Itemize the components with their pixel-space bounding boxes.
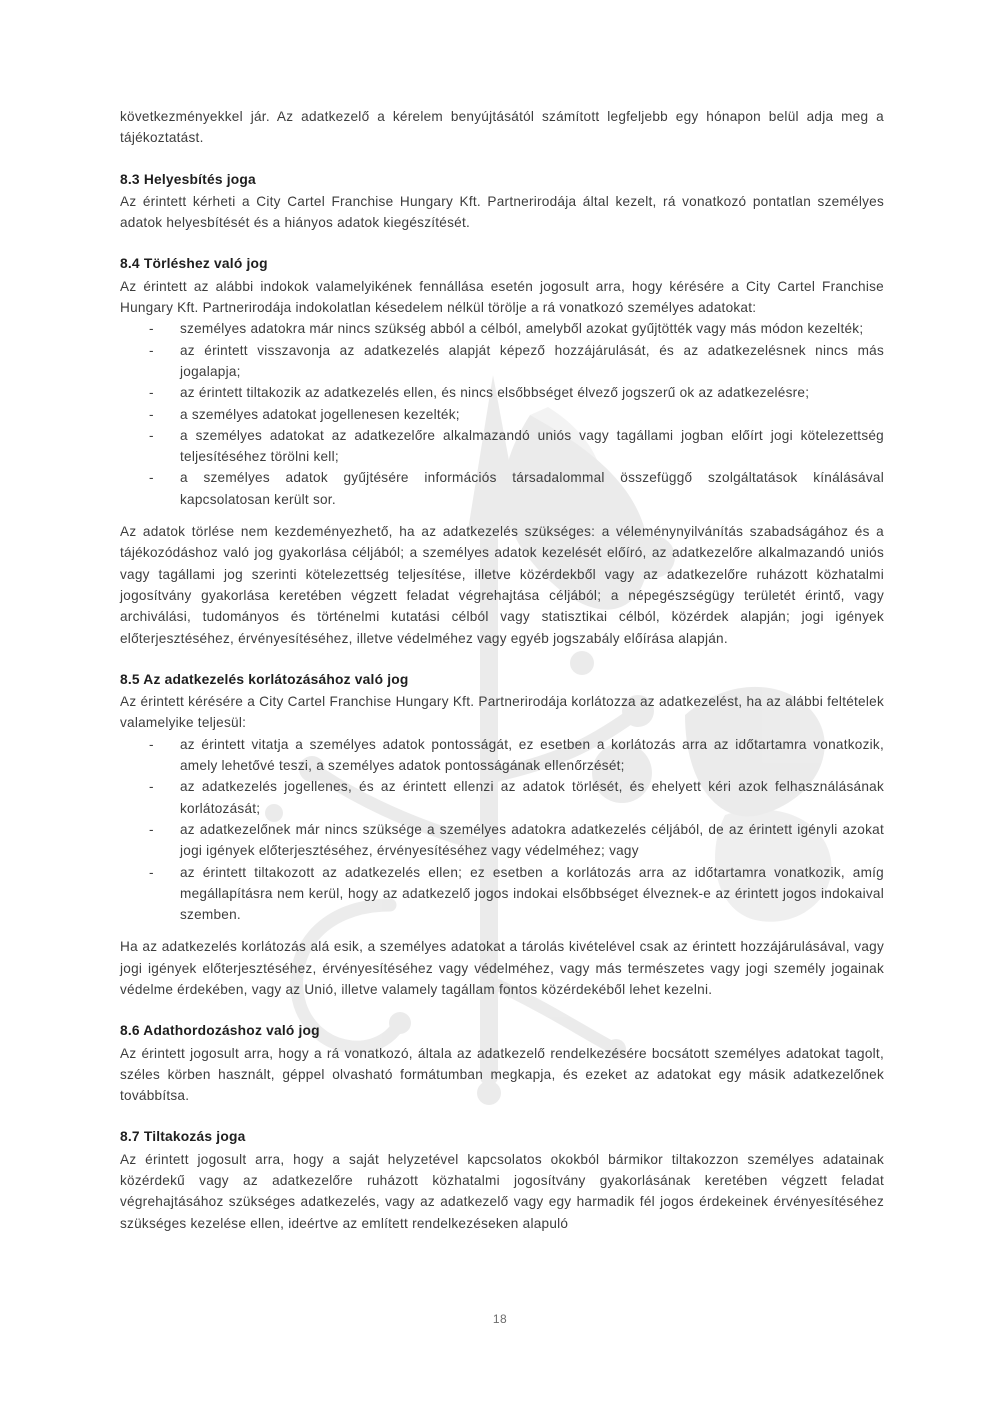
section-8-5-closing-paragraph: Ha az adatkezelés korlátozás alá esik, a személyes adatokat a tárolás kivételével csak az érintett hozzájárulásával, vagy jogi igények előterjesztéséhez, érvényesítéséhez vagy védelméhez, vagy más természetes vagy jogi személy jogainak védelme érdekében, vagy az Unió, illetve valamely tagállam fontos közérdekéből lehet kezelni. [120,939,884,997]
section-8-3-heading: 8.3 Helyesbítés joga [120,171,256,187]
list-item: - személyes adatokra már nincs szükség abból a célból, amelyből azokat gyűjtötték vagy más módon kezelték; [120,318,884,339]
list-item: - a személyes adatokat az adatkezelőre alkalmazandó uniós vagy tagállami jogban előírt jogi kötelezettség teljesítéséhez törölni kell; [120,425,884,468]
list-item: - a személyes adatokat jogellenesen kezelték; [120,404,884,425]
list-item: - az adatkezelés jogellenes, és az érintett ellenzi az adatok törlését, és ehelyett kéri azok felhasználásának korlátozását; [120,776,884,819]
section-8-4-heading: 8.4 Törléshez való jog [120,256,268,272]
intro-paragraph: következményekkel jár. Az adatkezelő a kérelem benyújtásától számított legfeljebb egy hónapon belül adja meg a tájékoztatást. [120,109,884,146]
section-8-6-heading: 8.6 Adathordozáshoz való jog [120,1023,320,1039]
list-item: - a személyes adatok gyűjtésére információs társadalommal összefüggő szolgáltatások kínálásával kapcsolatosan került sor. [120,467,884,510]
section-8-5-paragraph: Az érintett kérésére a City Cartel Franchise Hungary Kft. Partnerirodája korlátozza az adatkezelést, ha az alábbi feltételek valamelyike teljesül: [120,694,884,731]
section-8-3-paragraph: Az érintett kérheti a City Cartel Franchise Hungary Kft. Partnerirodája által kezelt, rá vonatkozó pontatlan személyes adatok helyesbítését és a hiányos adatok kiegészítését. [120,193,884,231]
list-item: - az adatkezelőnek már nincs szüksége a személyes adatokra adatkezelés céljából, de az érintett igényli azokat jogi igények előterjesztéséhez, érvényesítéséhez vagy védelméhez; vagy [120,819,884,862]
list-item: - az érintett tiltakozott az adatkezelés ellen; ez esetben a korlátozás arra az időtartamra vonatkozik, amíg megállapításra nem kerül, hogy az adatkezelő jogos indokai elsőbbséget élveznek-e az érintett jogos indokaival szemben. [120,862,884,926]
list-item: - az érintett tiltakozik az adatkezelés ellen, és nincs elsőbbséget élvező jogszerű ok az adatkezelésre; [120,382,884,403]
section-8-4-closing-paragraph: Az adatok törlése nem kezdeményezhető, ha az adatkezelés szükséges: a véleménynyilvánítás szabadságához és a tájékozódáshoz való jog gyakorlása céljából; a személyes adatok kezelését előíró, az adatkezelőre alkalmazandó uniós vagy tagállami jog szerinti kötelezettség teljesítése, illetve közérdekből vagy az adatkezelőre ruházott közhatalmi jogosítvány gyakorlása keretében végzett feladat végrehajtása céljából; a népegészségügy területét érintő, vagy archiválási, tudományos és történelmi kutatási célból vagy statisztikai célból, közérdek alapján; jogi igények előterjesztéséhez, érvényesítéséhez, illetve védelméhez vagy egyéb jogszabály előírása alapján. [120,524,884,646]
section-8-7-heading: 8.7 Tiltakozás joga [120,1129,246,1145]
document-body [120,106,884,1234]
section-8-4-list [120,318,884,510]
section-8-6-paragraph: Az érintett jogosult arra, hogy a rá vonatkozó, általa az adatkezelő rendelkezésére bocsátott személyes adatokat tagolt, széles körben használt, géppel olvasható formátumban megkapja, és ezeket az adatokat egy másik adatkezelőnek továbbítsa. [120,1045,884,1104]
list-item: - az érintett vitatja a személyes adatok pontosságát, ez esetben a korlátozás arra az időtartamra vonatkozik, amely lehetővé teszi, a személyes adatok pontosságának ellenőrzését; [120,734,884,777]
section-8-5-list [120,734,884,926]
section-8-5-heading: 8.5 Az adatkezelés korlátozásához való jog [120,671,409,687]
page-number: 18 [492,1312,508,1326]
section-8-4-paragraph: Az érintett az alábbi indokok valamelyikének fennállása esetén jogosult arra, hogy kérésére a City Cartel Franchise Hungary Kft. Partnerirodája indokolatlan késedelem nélkül törölje a rá vonatkozó személyes adatokat: [120,278,884,316]
list-item: - az érintett visszavonja az adatkezelés alapját képező hozzájárulását, és az adatkezelésnek nincs más jogalapja; [120,340,884,383]
section-8-7-paragraph: Az érintett jogosult arra, hogy a saját helyzetével kapcsolatos okokból bármikor tiltakozzon személyes adatainak közérdekű vagy az adatkezelőre ruházott közhatalmi jogosítvány gyakorlásának keretében végzett feladat végrehajtásához szükséges adatkezelés, vagy az adatkezelő vagy egy harmadik fél jogos érdekeinek érvényesítéséhez szükséges kezelése ellen, ideértve az említett rendelkezéseken alapuló [120,1151,884,1231]
